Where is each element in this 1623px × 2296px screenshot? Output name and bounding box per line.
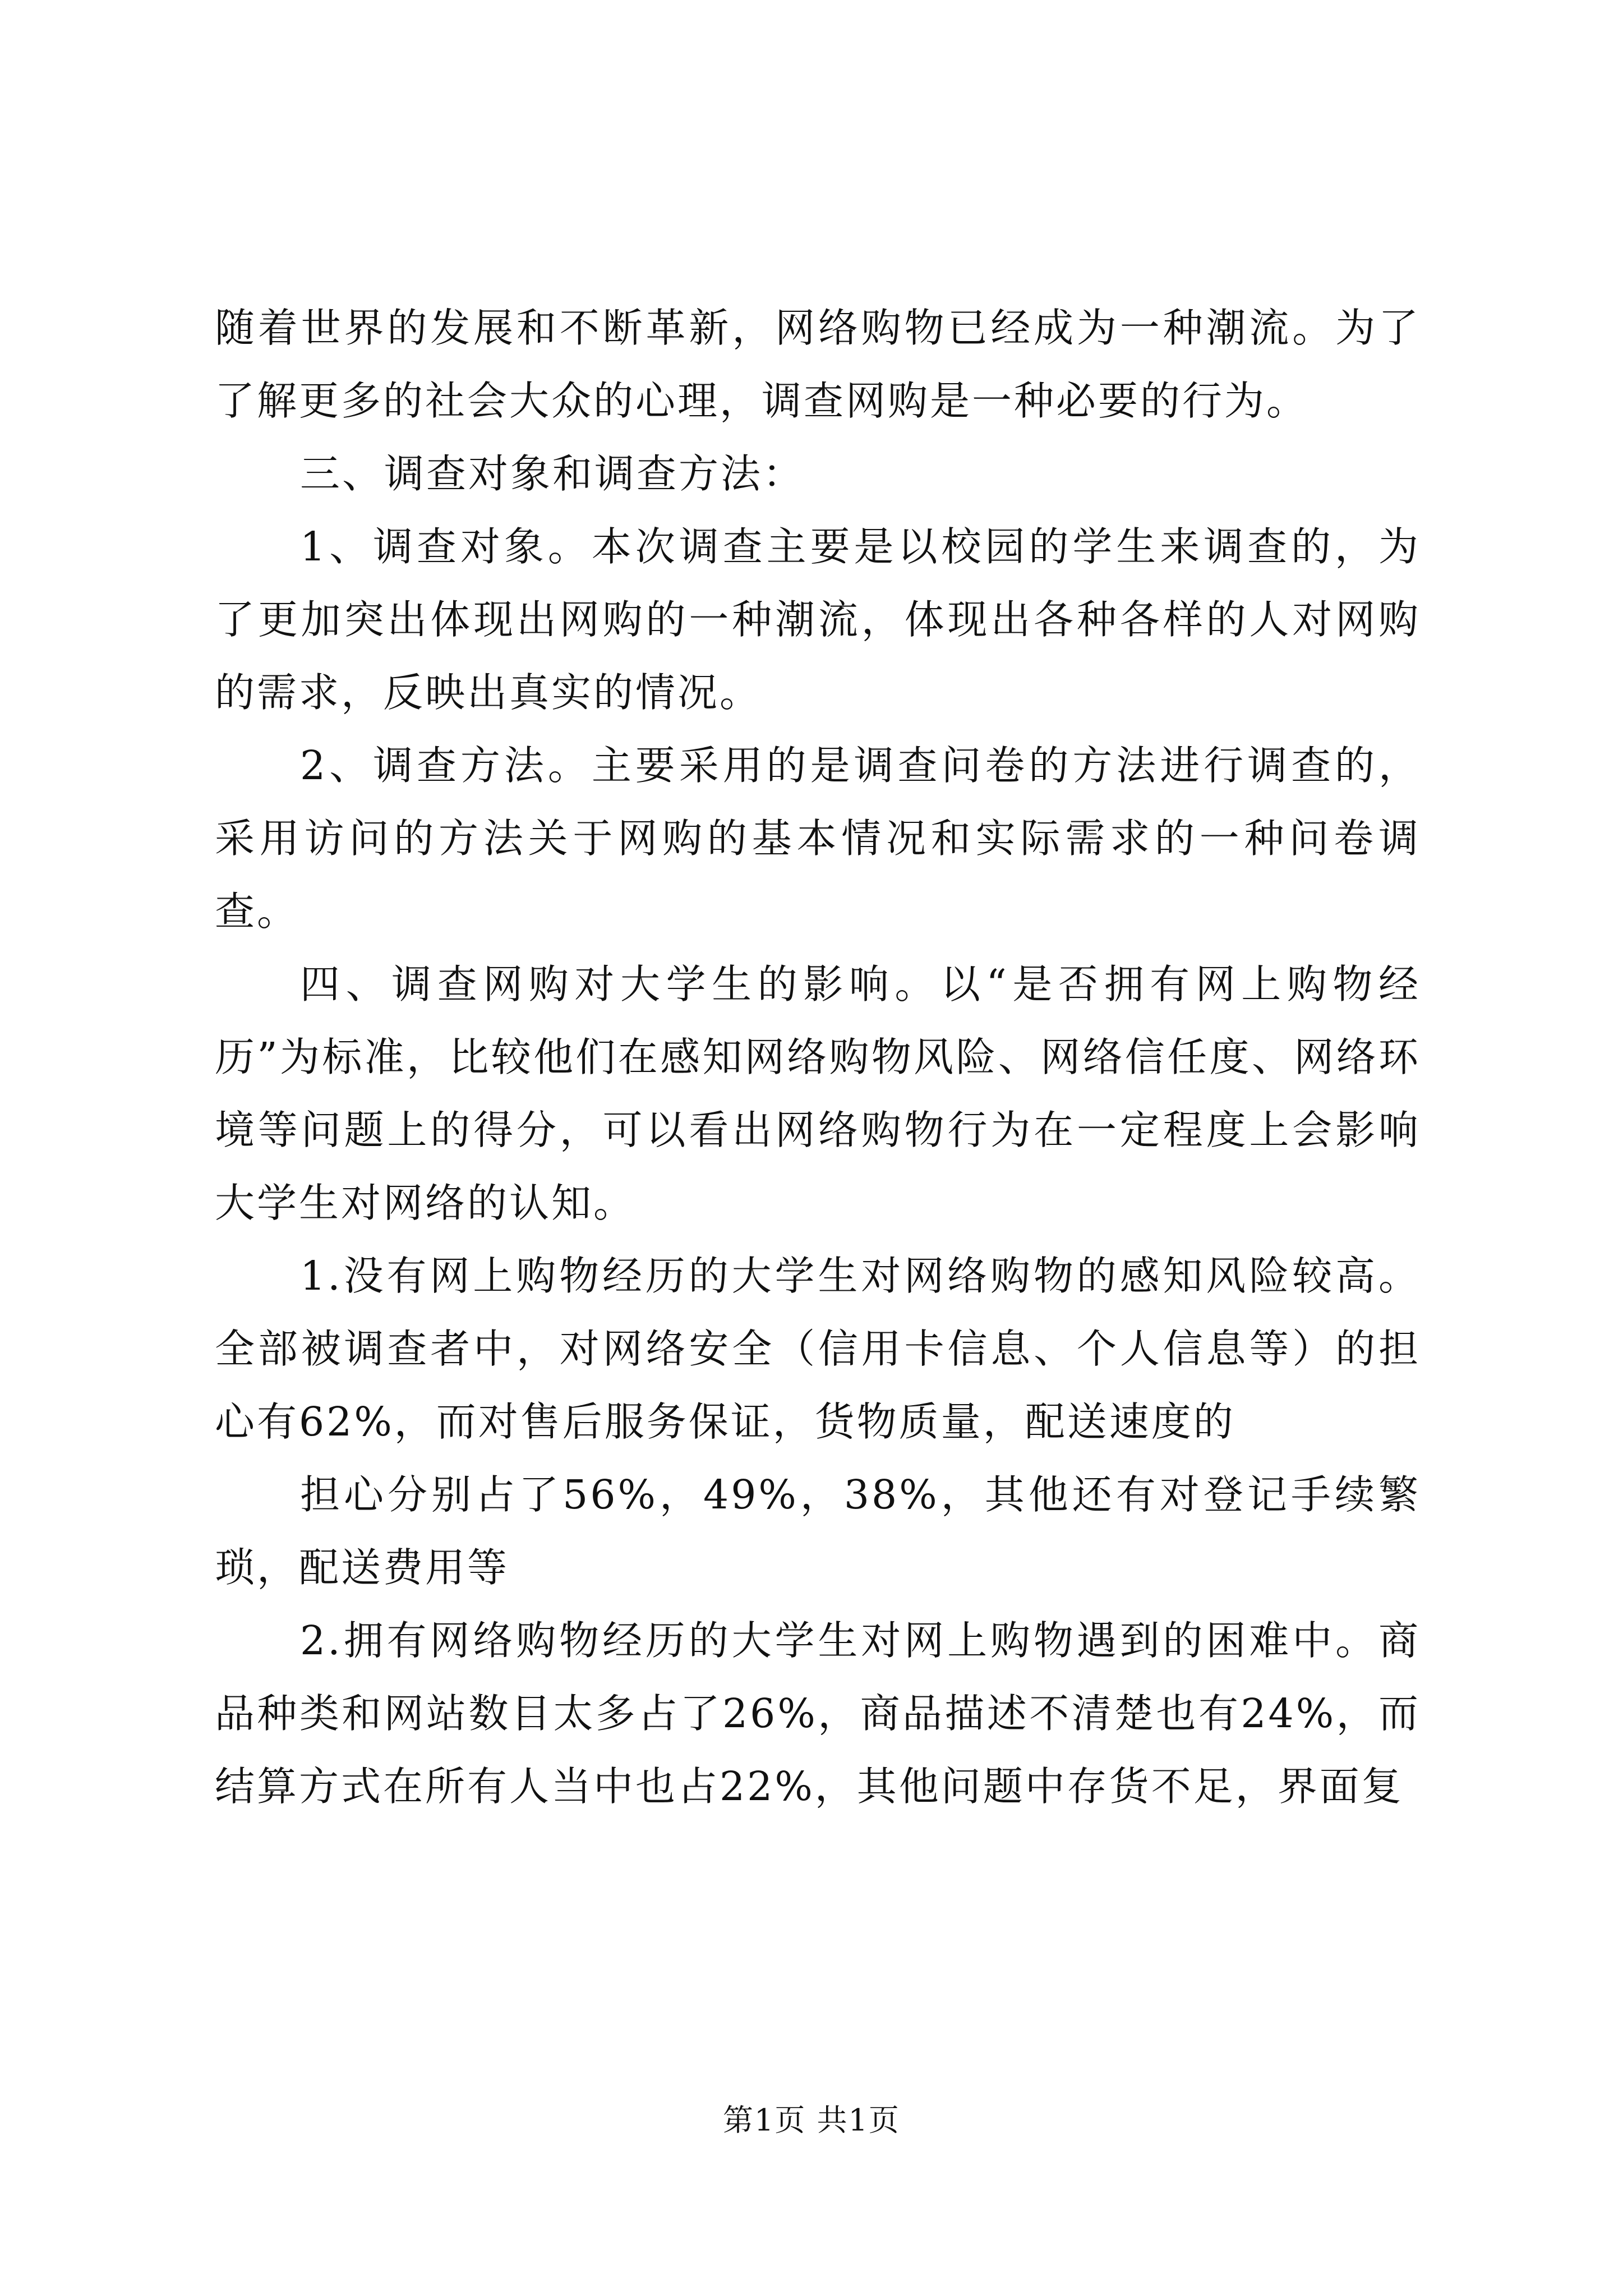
paragraph-finding-1-continued: 担心分别占了56%，49%，38%，其他还有对登记手续繁琐，配送费用等 xyxy=(215,1471,1421,1591)
paragraph-intro: 随着世界的发展和不断革新，网络购物已经成为一种潮流。为了了解更多的社会大众的心理，调查网购是一种必要的行为。 xyxy=(215,305,1421,424)
paragraph-finding-2: 2.拥有网络购物经历的大学生对网上购物遇到的困难中。商品种类和网站数目太多占了26%，商品描述不清楚也有24%，而结算方式在所有人当中也占22%，其他问题中存货不足，界面复 xyxy=(215,1617,1421,1810)
page-footer: 第1页 共1页 xyxy=(723,2102,900,2138)
paragraph-survey-method: 2、调查方法。主要采用的是调查问卷的方法进行调查的，采用访问的方法关于网购的基本情况和实际需求的一种问卷调查。 xyxy=(215,742,1421,935)
section-heading-4: 四、调查网购对大学生的影响。以“是否拥有网上购物经历”为标准，比较他们在感知网络购物风险、网络信任度、网络环境等问题上的得分，可以看出网络购物行为在一定程度上会影响大学生对网络的认知。 xyxy=(215,961,1421,1226)
document-body xyxy=(215,292,1421,1823)
paragraph-finding-1: 1.没有网上购物经历的大学生对网络购物的感知风险较高。全部被调查者中，对网络安全（信用卡信息、个人信息等）的担心有62%，而对售后服务保证，货物质量，配送速度的 xyxy=(215,1253,1421,1445)
section-heading-3: 三、调查对象和调查方法： xyxy=(300,450,805,497)
paragraph-survey-subject: 1、调查对象。本次调查主要是以校园的学生来调查的，为了更加突出体现出网购的一种潮流，体现出各种各样的人对网购的需求，反映出真实的情况。 xyxy=(215,523,1421,716)
